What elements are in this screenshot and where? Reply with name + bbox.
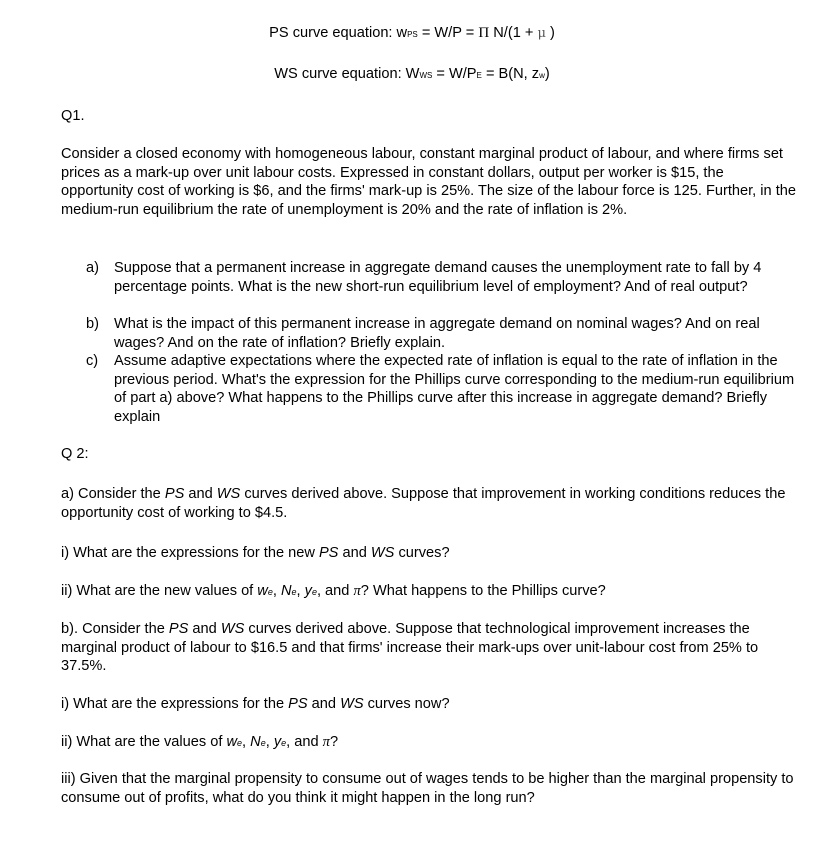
q2-heading: Q 2: — [61, 446, 89, 462]
ps-curve-equation: PS curve equation: wPS = W/P = Π N/(1 + μ ) — [269, 25, 555, 41]
item-label: a) — [86, 260, 99, 276]
item-text: What is the impact of this permanent increase in aggregate demand on nominal wages? And on real wages? And on the rate of inflation? Briefly explain. — [114, 316, 760, 351]
q1-item-c — [86, 352, 798, 426]
q2-part-b-iii: iii) Given that the marginal propensity to consume out of wages tends to be higher than the marginal propensity to consume out of profits, what do you think it might happen in the long run? — [61, 771, 794, 806]
q2-part-b: b). Consider the PS and WS curves derived above. Suppose that technological improvement increases the marginal product of labour to $16.5 and that firms' increase their mark-ups over unit-labour cost from 25% to 37.5%. — [61, 621, 759, 674]
q2-part-b-i: i) What are the expressions for the PS and WS curves now? — [61, 696, 450, 712]
item-label: c) — [86, 353, 99, 369]
item-label: b) — [86, 316, 99, 332]
q2-part-a-i: i) What are the expressions for the new PS and WS curves? — [61, 545, 450, 561]
q2-part-a-ii: ii) What are the new values of we, Ne, ye, and π? What happens to the Phillips curve? — [61, 583, 606, 599]
q1-item-b — [86, 315, 798, 352]
q2-part-a: a) Consider the PS and WS curves derived above. Suppose that improvement in working conditions reduces the opportunity cost of working to $4.5. — [61, 486, 786, 521]
ws-curve-equation: WS curve equation: WWS = W/PE = B(N, zw) — [274, 66, 550, 82]
q1-item-a — [86, 259, 798, 296]
q1-intro: Consider a closed economy with homogeneous labour, constant marginal product of labour, and where firms set prices as a mark-up over unit labour costs. Expressed in constant dollars, output per worker is $15, the opportunity cost of working is $6, and the firms' mark-up is 25%. The size of the labour force is 125. Further, in the medium-run equilibrium the rate of unemployment is 20% and the rate of inflation is 2%. — [61, 146, 796, 218]
q2-part-b-ii: ii) What are the values of we, Ne, ye, and π? — [61, 734, 339, 750]
q1-heading: Q1. — [61, 108, 85, 124]
item-text: Suppose that a permanent increase in aggregate demand causes the unemployment rate to fall by 4 percentage points. What is the new short-run equilibrium level of employment? And of real output? — [114, 260, 762, 295]
item-text: Assume adaptive expectations where the expected rate of inflation is equal to the rate of inflation in the previous period. What's the expression for the Phillips curve corresponding to the medium-run equilibrium of part a) above? What happens to the Phillips curve after this increase in aggregate demand? Briefly explain — [114, 353, 795, 425]
